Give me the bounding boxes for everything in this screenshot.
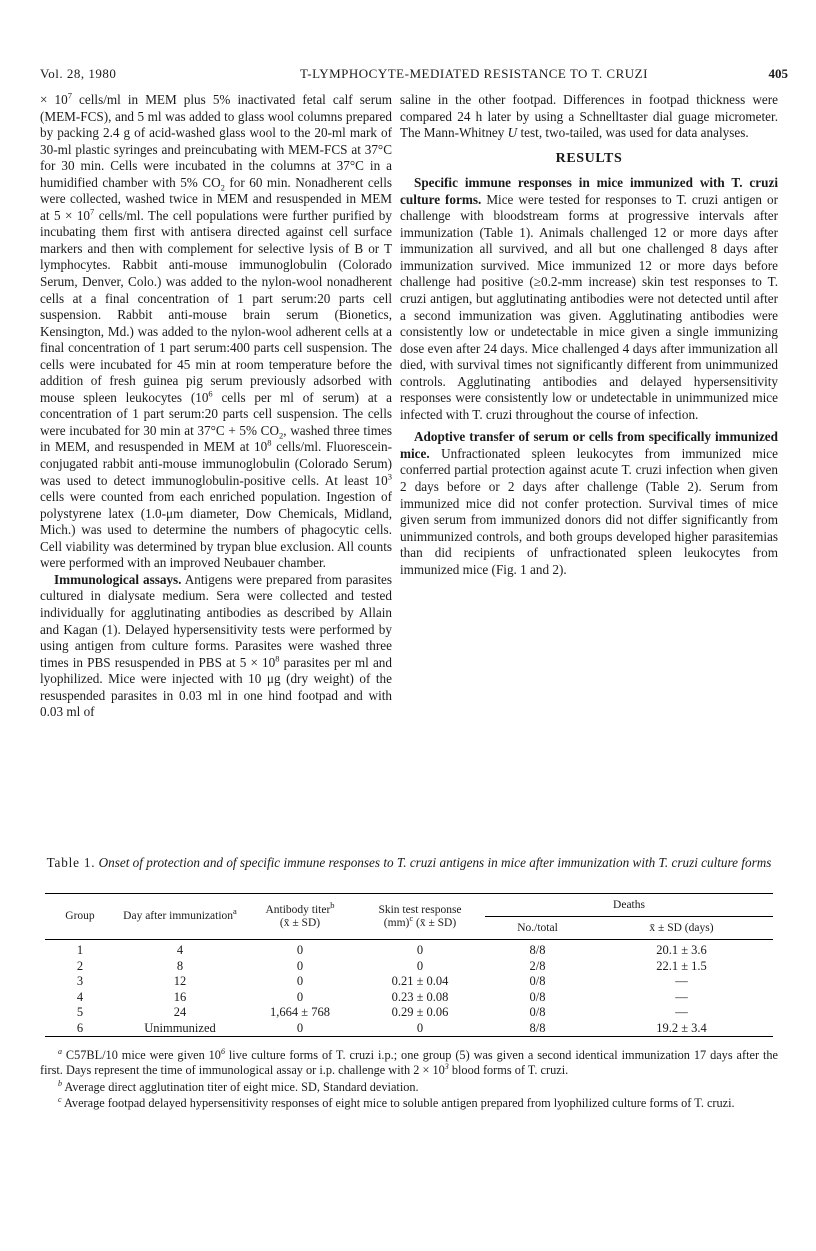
running-header [30, 66, 788, 86]
left-column [40, 92, 392, 721]
section-runin-heading: Specific immune responses in mice immunized with T. cruzi culture forms. [400, 175, 778, 207]
footnote-b: $^b$ Average direct agglutination titer of eight mice. SD, Standard deviation. [58, 1078, 419, 1094]
table-row: 5 24 1,664 ± 768 0.29 ± 0.06 0/8 — [76, 1005, 688, 1019]
results-paragraph-1: Specific immune responses in mice immunized with T. cruzi culture forms. Mice were tested for responses to T. cruzi antigen or challenge with bloodstream forms at progressive intervals after immunization (Table 1). Animals challenged 12 or more days after immunization all survived, and all but one challenged 8 days after immunization survived. Mice immunized 12 or more days before challenge had positive (≥0.2-mm increase) skin test responses to T. cruzi antigen, but agglutinating antibodies were not detected until after a second immunization was given. Agglutinating antibodies were consistently low or undetectable in mice given a single immunizing dose even after 24 days. Mice challenged 4 days after immunization all died, with survival times not significantly different from unimmunized controls. Agglutinating antibodies and delayed hypersensitivity responses were consistently low or undetectable in unimmunized mice infected with T. cruzi throughout the course of infection. [400, 175, 778, 422]
results-paragraph-2: Adoptive transfer of serum or cells from specifically immunized mice. Unfractionated spleen leukocytes from immunized mice conferred partial protection against acute T. cruzi infection when given 2 days before or 2 days after challenge (Table 2). Serum from immunized mice did not confer protection. Survival times of mice given serum from immunized donors did not differ significantly from unimmunized controls, and both groups developed higher parasitemias than did recipients of unfractionated spleen leukocytes from immunized mice (Fig. 1 and 2). [400, 429, 778, 577]
col-header-deaths: Deaths [485, 894, 773, 917]
immunological-assays-paragraph: Immunological assays. Antigens were prepared from parasites cultured in dialysate medium. Sera were collected and tested individually for agglutinating antibodies as described by Allain and Kagan (1). Delayed hypersensitivity tests were performed by using antigen from culture forms. Parasites were washed three times in PBS resuspended in PBS at $5 \times 10^8$ parasites per ml and lyophilized. Mice were injected with 10 μg (dry weight) of the resuspended parasites in 0.03 ml in one hind footpad and with 0.03 ml of [40, 571, 392, 720]
col-header-antibody: Antibody titer$^b$ (x̄ ± SD) [245, 894, 355, 940]
table-row: 3 12 0 0.21 ± 0.04 0/8 — [76, 974, 688, 988]
section-runin-heading: Adoptive transfer of serum or cells from specifically immunized mice. [400, 429, 778, 461]
data-table [45, 893, 773, 1037]
col-header-days: x̄ ± SD (days) [590, 917, 773, 940]
table-row: 2 8 0 0 2/8 22.1 ± 1.5 [76, 958, 707, 973]
running-title: T-LYMPHOCYTE-MEDIATED RESISTANCE TO T. CRUZI [300, 66, 648, 81]
col-header-day: Day after immunization$^a$ [115, 894, 245, 940]
right-column [400, 92, 778, 578]
volume-label: Vol. 28, 1980 [40, 66, 117, 81]
footnote-a: $^a$ C57BL/10 mice were given $10^6$ live culture forms of T. cruzi i.p.; one group (5) was given a second identical immunization 17 days after the first. Days represent the time of immunological assay or i.p. challenge with $2 \times 10^3$ blood forms of T. cruzi. [40, 1046, 779, 1078]
results-heading: RESULTS [555, 150, 623, 166]
methods-continued-paragraph: saline in the other footpad. Differences in footpad thickness were compared 24 h later by using a Schnelltaster dial guage micrometer. The Mann-Whitney U test, two-tailed, was used for data analyses. [400, 92, 778, 141]
col-header-skin: Skin test response (mm)$^c$ (x̄ ± SD) [355, 894, 485, 940]
col-header-group: Group [45, 894, 115, 940]
section-runin-heading: Immunological assays. [54, 571, 182, 587]
footnote-c: $^c$ Average footpad delayed hypersensitivity responses of eight mice to soluble antigen prepared from lyophilized culture forms of T. cruzi. [58, 1094, 735, 1110]
table-row: 6 Unimmunized 0 0 8/8 19.2 ± 3.4 [45, 1021, 773, 1037]
table-row: 1 4 0 0 8/8 20.1 ± 3.6 [45, 940, 773, 959]
table-caption [40, 855, 778, 871]
table-row: 4 16 0 0.23 ± 0.08 0/8 — [76, 989, 688, 1004]
table-caption-text: Onset of protection and of specific immune responses to T. cruzi antigens in mice after immunization with T. cruzi culture forms [98, 855, 772, 870]
page-number: 405 [768, 66, 788, 81]
methods-paragraph: × $10^7$ cells/ml in MEM plus 5% inactivated fetal calf serum (MEM-FCS), and 5 ml was added to glass wool columns prepared by packing 2.4 g of acid-washed glass wool to the 20-ml mark of 30-ml plastic syringes and preincubating with MEM-FCS at 37°C for 30 min. Cells were incubated in the columns at 37°C in a humidified chamber with 5% $CO_2$ for 60 min. Nonadherent cells were collected, washed twice in MEM and resuspended in MEM at $5 \times 10^7$ cells/ml. The cell populations were further purified by incubating them first with antisera directed against cell surface markers and then with complement for selective lysis of B or T lymphocytes. Rabbit anti-mouse immunoglobulin (Colorado Serum, Denver, Colo.) was added to the nylon-wool nonadherent cells at a final concentration of 1 part serum:20 parts cell suspension. Rabbit anti-mouse brain serum (Bionetics, Kensington, Md.) was added to the nylon-wool adherent cells at a final concentration of 1 part serum:400 parts cell suspension. The cells were incubated for 45 min at room temperature before the addition of fresh guinea pig serum previously adsorbed with mouse spleen leukocytes ($10^6$ cells per ml of serum) at a concentration of 1 part serum:20 parts cell suspension. The cells were incubated for 30 min at 37°C + 5% $CO_2$, washed three times in MEM, and resuspended in MEM at $10^8$ cells/ml. Fluorescein-conjugated rabbit anti-mouse immunoglobulin (Colorado Serum) was used to detect immunoglobulin-positive cells. At least $10^3$ cells were counted from each enriched population. Ingestion of polystyrene latex (1.0-μm diameter, Dow Chemicals, Midland, Mich.) was used to determine the numbers of phagocytic cells. Cell viability was determined by trypan blue exclusion. All counts were performed with an improved Neubauer chamber. [40, 90, 393, 571]
col-header-no-total: No./total [485, 917, 590, 940]
table-footnotes [40, 1048, 778, 1112]
table-label: Table 1. [46, 855, 96, 870]
